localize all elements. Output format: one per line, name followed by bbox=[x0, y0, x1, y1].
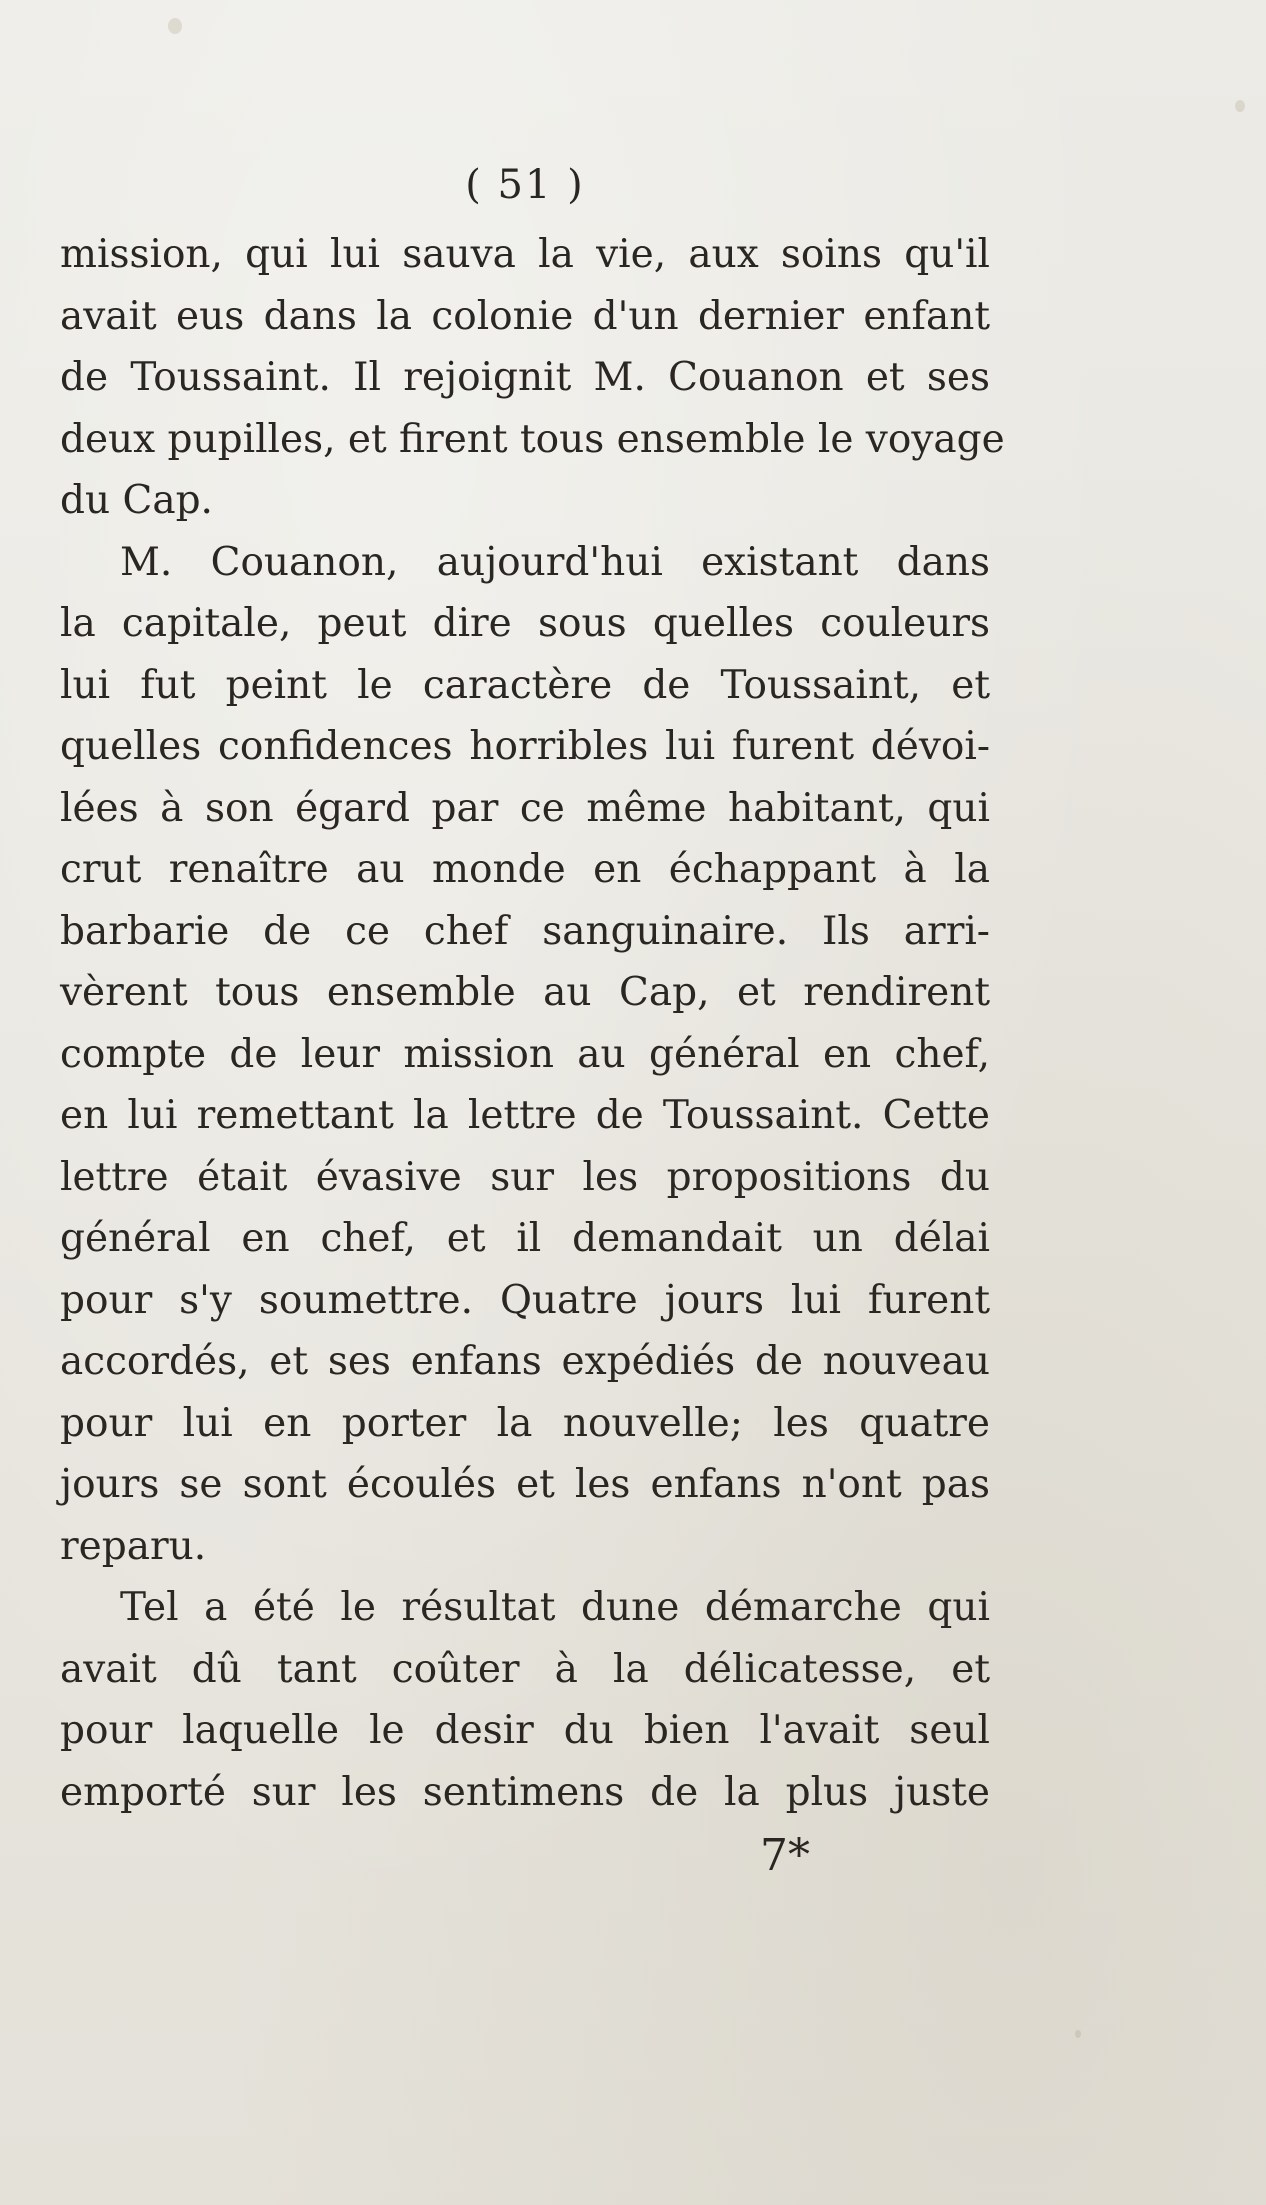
text-line: mission, qui lui sauva la vie, aux soins qu'il bbox=[60, 232, 990, 277]
foxing-spot bbox=[168, 18, 182, 34]
text-line: emporté sur les sentimens de la plus juste bbox=[60, 1769, 990, 1815]
text-line: en lui remettant la lettre de Toussaint. Cette bbox=[60, 1093, 990, 1138]
paragraph-2 bbox=[60, 532, 990, 1578]
text-line: quelles confidences horribles lui furent dévoi- bbox=[60, 724, 990, 769]
text-line: compte de leur mission au général en chef, bbox=[60, 1031, 990, 1077]
text-line: reparu. bbox=[60, 1523, 207, 1569]
text-line: jours se sont écoulés et les enfans n'ont pas bbox=[60, 1462, 990, 1507]
foxing-spot bbox=[1235, 100, 1245, 112]
text-line: Tel a été le résultat dune démarche qui bbox=[120, 1585, 990, 1630]
text-line: de Toussaint. Il rejoignit M. Couanon et ses bbox=[60, 355, 990, 400]
text-line: avait eus dans la colonie d'un dernier enfant bbox=[60, 293, 990, 339]
text-line: avait dû tant coûter à la délicatesse, et bbox=[60, 1646, 990, 1692]
text-line: barbarie de ce chef sanguinaire. Ils arri- bbox=[60, 908, 990, 954]
text-line: lées à son égard par ce même habitant, qui bbox=[60, 785, 990, 831]
text-line: général en chef, et il demandait un délai bbox=[60, 1216, 990, 1261]
signature-mark: 7* bbox=[760, 1830, 810, 1881]
text-line: pour lui en porter la nouvelle; les quatre bbox=[60, 1400, 990, 1446]
text-line: M. Couanon, aujourd'hui existant dans bbox=[120, 539, 990, 585]
text-line: lui fut peint le caractère de Toussaint, et bbox=[60, 662, 990, 708]
text-line: deux pupilles, et firent tous ensemble le voyage bbox=[60, 416, 1005, 462]
paragraph-3 bbox=[60, 1577, 990, 1823]
foxing-spot bbox=[1075, 2030, 1081, 2038]
text-line: la capitale, peut dire sous quelles couleurs bbox=[60, 601, 990, 646]
text-line: pour laquelle le desir du bien l'avait seul bbox=[60, 1708, 990, 1753]
text-line: crut renaître au monde en échappant à la bbox=[60, 847, 990, 892]
text-line: pour s'y soumettre. Quatre jours lui furent bbox=[60, 1277, 990, 1323]
text-line: vèrent tous ensemble au Cap, et rendirent bbox=[60, 970, 990, 1015]
text-line: lettre était évasive sur les propositions du bbox=[60, 1154, 990, 1200]
text-line: du Cap. bbox=[60, 478, 213, 523]
text-block bbox=[60, 150, 1005, 1823]
page-number: ( 51 ) bbox=[465, 162, 585, 208]
text-line: accordés, et ses enfans expédiés de nouveau bbox=[60, 1339, 990, 1384]
paragraph-1 bbox=[60, 224, 1005, 532]
